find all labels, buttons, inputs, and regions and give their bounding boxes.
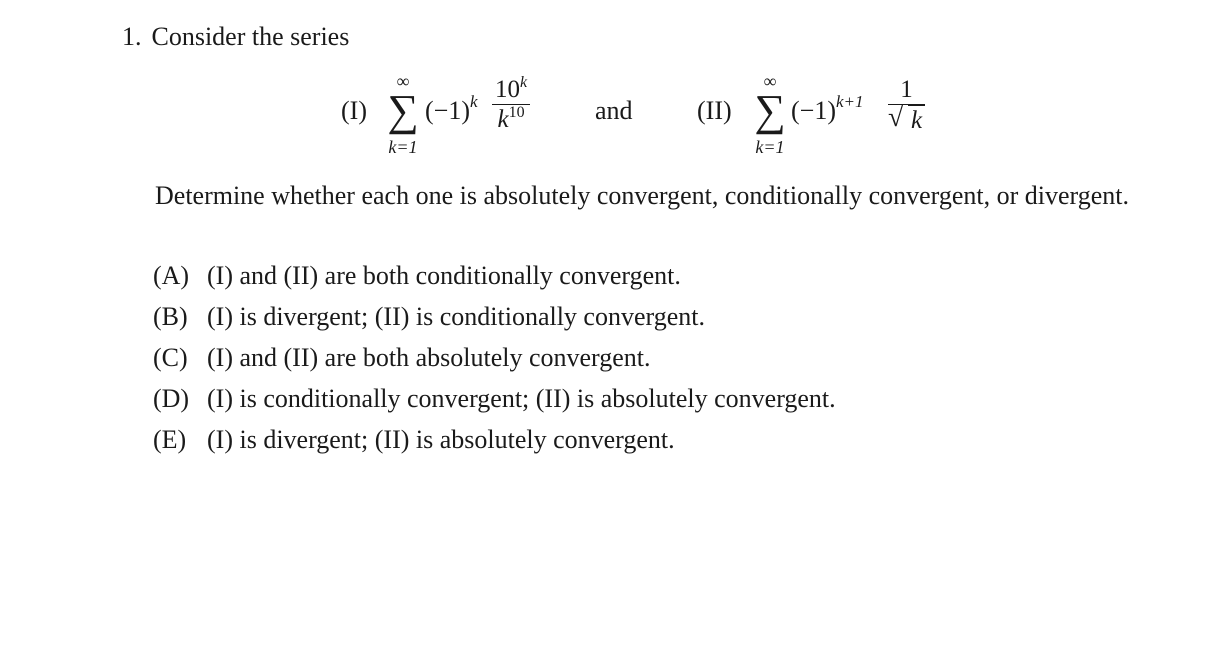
answer-choices xyxy=(153,259,1153,464)
choice-b xyxy=(153,300,1153,341)
series-i-denominator xyxy=(492,105,530,135)
series-ii-sum-upper: ∞ xyxy=(763,71,777,91)
choice-e xyxy=(153,423,1153,464)
series-ii-fraction xyxy=(888,76,925,136)
question-text: Determine whether each one is absolutely convergent, conditionally convergent, or divergent. xyxy=(155,181,1129,210)
problem-number: 1. xyxy=(122,22,142,51)
choice-text: (I) is divergent; (II) is absolutely convergent. xyxy=(207,425,675,454)
series-i-denominator-base: k xyxy=(497,106,509,133)
series-i-fraction xyxy=(492,76,530,135)
series-ii-sign-base: (−1) xyxy=(791,96,836,125)
series-ii-numerator: 1 xyxy=(888,76,925,105)
series-i-summation xyxy=(381,70,425,162)
series-display xyxy=(0,70,1224,162)
choice-text: (I) and (II) are both conditionally convergent. xyxy=(207,261,681,290)
problem-header xyxy=(122,22,349,52)
choice-letter: (C) xyxy=(153,343,188,372)
series-i-label: (I) xyxy=(341,96,367,125)
radical-sign: √ xyxy=(888,102,904,133)
square-root xyxy=(888,102,925,136)
series-ii-radicand: k xyxy=(908,105,925,136)
problem-intro: Consider the series xyxy=(151,22,350,51)
series-ii-summation xyxy=(748,70,792,162)
series-i-sum-lower: k=1 xyxy=(388,137,418,157)
choice-a xyxy=(153,259,1153,300)
series-i-numerator-exponent: k xyxy=(520,74,528,91)
choice-text: (I) and (II) are both absolutely convergent. xyxy=(207,343,651,372)
choice-d xyxy=(153,382,1153,423)
choice-text: (I) is divergent; (II) is conditionally convergent. xyxy=(207,302,705,331)
connector-and: and xyxy=(595,96,633,125)
choice-letter: (A) xyxy=(153,261,190,290)
series-i-denominator-exponent: 10 xyxy=(508,104,525,121)
series-ii-sign-exponent: k+1 xyxy=(835,92,864,111)
choice-letter: (E) xyxy=(153,425,187,454)
series-i-sum-upper: ∞ xyxy=(396,71,410,91)
choice-letter: (B) xyxy=(153,302,188,331)
series-ii-sign-factor xyxy=(791,92,864,126)
sigma-symbol: ∑ xyxy=(387,86,419,135)
series-i-sign-base: (−1) xyxy=(425,96,470,125)
series-i-sign-factor xyxy=(425,92,478,126)
series-i-numerator-base: 10 xyxy=(495,76,520,103)
sigma-symbol: ∑ xyxy=(754,86,786,135)
series-i-sign-exponent: k xyxy=(469,92,478,111)
series-ii-denominator xyxy=(888,102,925,136)
series-i-numerator xyxy=(492,76,530,105)
choice-letter: (D) xyxy=(153,384,190,413)
choice-c xyxy=(153,341,1153,382)
choice-text: (I) is conditionally convergent; (II) is absolutely convergent. xyxy=(207,384,836,413)
series-ii-label: (II) xyxy=(697,96,732,125)
series-ii-sum-lower: k=1 xyxy=(755,137,785,157)
